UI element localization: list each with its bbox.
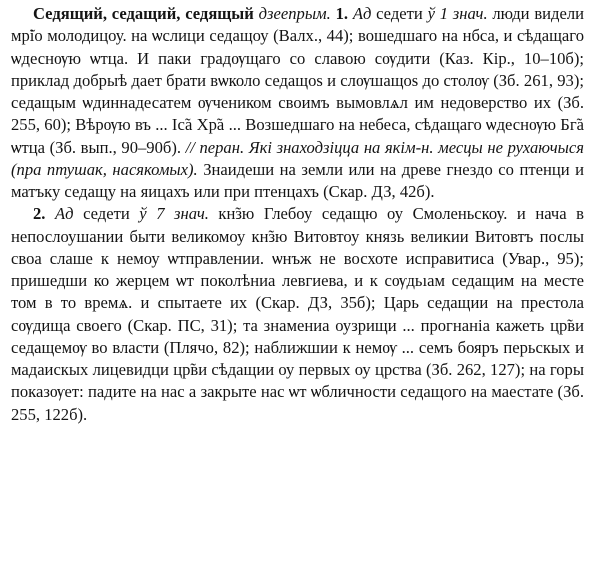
sense-1-verb: седети — [371, 4, 428, 23]
entry-sense-1 — [11, 3, 584, 203]
headword: Седящий, седащий, седящый — [33, 4, 254, 23]
entry-sense-2 — [11, 203, 584, 426]
sense-label-1: Ад — [352, 4, 372, 23]
sense-2-citations: кн̃зю Глебоу седащю оу Смоленьскоу. и нача в непослоушании быти великомоу кн̃зю Витовтоу князь великии Витовтъ послы своа слаше к немоу ѡтправлении. ѡнъж не восхоте исправитиса (Увар., 95); пришедши ко жерцем ѡт поколѣниа левгиева, и к сѹдьıам седащим на месте том в то времѧ. и спытаете их (Скар. ДЗ, 35б); Царь седащии на престола сѹдища своего (Скар. ПС, 31); та знамениа оузрищи ... прогнаніа кажеть цр̃ви седащемѹ во власти (Плячо, 82); наближшии к немѹ ... семъ бояръ перьскых и мадаискых лицевидци цр̃ви сѣдащии оу первых оу црства (Зб. 262, 127); на горы показѹет: падите на нас а закрыте нас ѡт ѡбличности седащого на маестате (Зб. 255, 122б). — [11, 204, 584, 424]
figurative-gloss: Які знаходзіцца на якім-н. месцы не рухаючыся (пра птушак, насякомых). — [11, 137, 584, 179]
figurative-marker: // — [181, 137, 200, 157]
part-of-speech: дзеепрым. — [258, 4, 331, 23]
figurative-label: перан. — [199, 137, 245, 157]
sense-2-verb: седети — [73, 204, 140, 224]
figurative-citation: Знаидеши на земли или на древе гнездо со птенци и матъку седащу на яицахъ или при птенцахъ (Скар. ДЗ, 42б). — [11, 159, 584, 201]
sense-label-2: Ад — [55, 204, 74, 224]
sense-1-citations: люди видели мр̃іо молодицоу. на ѡслици седащоу (Валх., 44); вошедшаго на нбса, и сѣдащаго ѡдеснѹю ѡтца. И паки градѹщаго со славою сѹдити (Каз. Кір., 10–10б); приклад добрыѣ дает брати вѡколо седащоѕ и слѹшащоѕ до столѹ (Зб. 261, 93); седащым ѡдиннадесатем ѹчеником своимъ вымовлѧл им недоверство их (Зб. 255, 60); Вѣрѹю въ ... Іс̃а Хр̃а ... Возшедшаго на небеса, сѣдащаго ѡдеснѹю Бг̃а ѡтца (Зб. вып., 90–90б). — [11, 4, 585, 157]
sense-1-reference: ў 1 знач. — [427, 4, 488, 23]
sense-number-2: 2. — [33, 204, 46, 224]
sense-2-reference: ў 7 знач. — [139, 204, 209, 224]
sense-number-1: 1. — [335, 4, 349, 23]
